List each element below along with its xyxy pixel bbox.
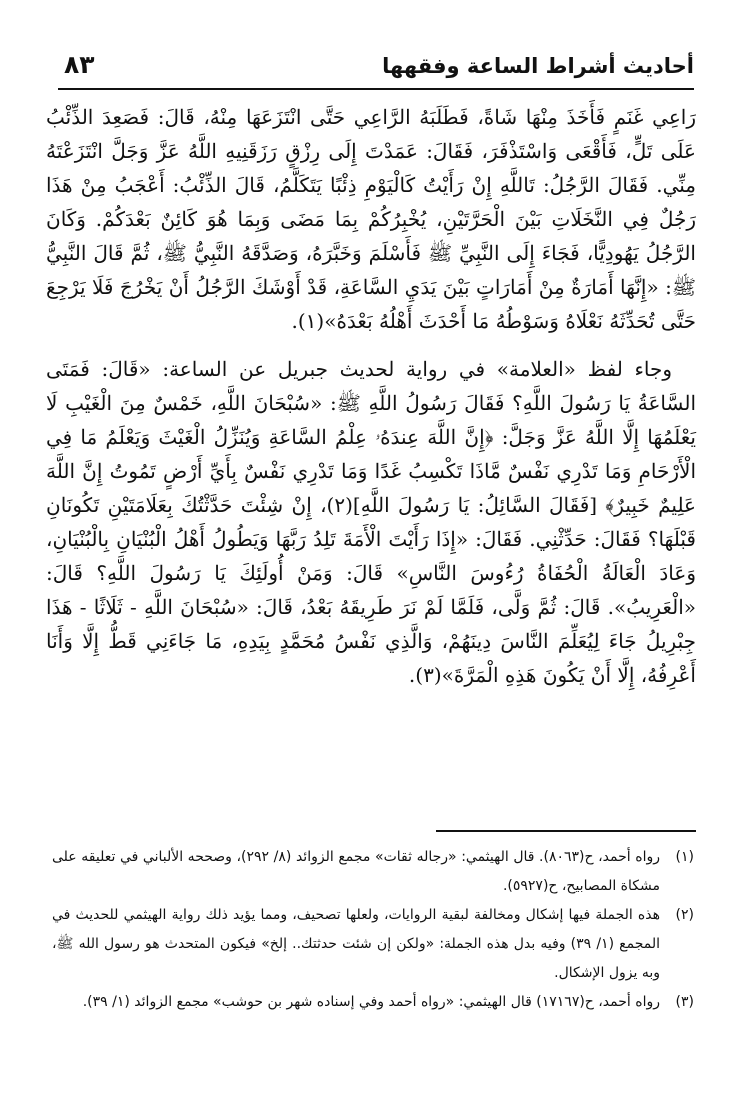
- page-header: [58, 48, 694, 90]
- main-text: [46, 100, 696, 692]
- footnote-number: (٢): [675, 907, 694, 923]
- footnote-separator: [436, 830, 696, 832]
- page-number: ٨٣: [64, 50, 95, 79]
- footnote-text: رواه أحمد، ح(٨٠٦٣). قال الهيثمي: «رجاله ثقات» مجمع الزوائد (٨/ ٢٩٢)، وصححه الألباني في تعليقه على مشكاة المصابيح، ح(٥٩٢٧).: [52, 849, 660, 894]
- footnote: [52, 901, 694, 988]
- footnote-text: رواه أحمد، ح(١٧١٦٧) قال الهيثمي: «رواه أحمد وفي إسناده شهر بن حوشب» مجمع الزوائد (١/ ٣٩).: [82, 994, 660, 1010]
- footnote-number: (٣): [675, 994, 694, 1010]
- paragraph: وجاء لفظ «العلامة» في رواية لحديث جبريل عن الساعة: «قَالَ: فَمَتَى السَّاعَةُ يَا رَسُولَ اللَّهِ؟ فَقَالَ رَسُولُ اللَّهِ ﷺ: «سُبْحَانَ اللَّهِ، خَمْسٌ مِنَ الْغَيْبِ لَا يَعْلَمُهَا إِلَّا اللَّهُ عَزَّ وَجَلَّ: ﴿إِنَّ اللَّهَ عِندَهُۥ عِلْمُ السَّاعَةِ وَيُنَزِّلُ الْغَيْثَ وَيَعْلَمُ مَا فِي الْأَرْحَامِ وَمَا تَدْرِي نَفْسٌ مَّاذَا تَكْسِبُ غَدًا وَمَا تَدْرِي نَفْسٌ بِأَيِّ أَرْضٍ تَمُوتُ إِنَّ اللَّهَ عَلِيمٌ خَبِيرٌ﴾ [فَقَالَ السَّائِلُ: يَا رَسُولَ اللَّهِ](٢)، إِنْ شِئْتَ حَدَّثْتُكَ بِعَلَامَتَيْنِ تَكُونَانِ قَبْلَهَا؟ فَقَالَ: حَدِّثْنِي. فَقَالَ: «إِذَا رَأَيْتَ الْأَمَةَ تَلِدُ رَبَّهَا وَيَطُولُ أَهْلُ الْبُنْيَانِ بِالْبُنْيَانِ، وَعَادَ الْعَالَةُ الْحُفَاةُ رُءُوسَ النَّاسِ» قَالَ: وَمَنْ أُولَئِكَ يَا رَسُولَ اللَّهِ؟ قَالَ: «الْعَرِيبُ». قَالَ: ثُمَّ وَلَّى، فَلَمَّا لَمْ نَرَ طَرِيقَهُ بَعْدُ، قَالَ: «سُبْحَانَ اللَّهِ - ثَلَاثًا - هَذَا جِبْرِيلُ جَاءَ لِيُعَلِّمَ النَّاسَ دِينَهُمْ، وَالَّذِي نَفْسُ مُحَمَّدٍ بِيَدِهِ، مَا جَاءَنِي قَطُّ إِلَّا وَأَنَا أَعْرِفُهُ، إِلَّا أَنْ يَكُونَ هَذِهِ الْمَرَّةَ»(٣).: [46, 357, 696, 687]
- footnote: [52, 843, 694, 901]
- footnote-text: هذه الجملة فيها إشكال ومخالفة لبقية الروايات، ولعلها تصحيف، ومما يؤيد ذلك رواية الهيثمي للحديث في المجمع (١/ ٣٩) وفيه بدل هذه الجملة: «ولكن إن شئت حدثتك.. إلخ» فيكون المتحدث هو رسول الله ﷺ، وبه يزول الإشكال.: [52, 907, 661, 981]
- running-title: أحاديث أشراط الساعة وفقهها: [382, 54, 694, 78]
- footnotes: [52, 843, 694, 1017]
- footnote: [52, 988, 694, 1017]
- footnote-number: (١): [675, 849, 694, 865]
- paragraph: رَاعِي غَنَمٍ فَأَخَذَ مِنْهَا شَاةً، فَطَلَبَهُ الرَّاعِي حَتَّى انْتَزَعَهَا مِنْهُ، قَالَ: فَصَعِدَ الذِّئْبُ عَلَى تَلٍّ، فَأَقْعَى وَاسْتَذْفَرَ، فَقَالَ: عَمَدْتَ إِلَى رِزْقٍ رَزَقَنِيهِ اللَّهُ عَزَّ وَجَلَّ انْتَزَعْتَهُ مِنِّي. فَقَالَ الرَّجُلُ: تَاللَّهِ إِنْ رَأَيْتُ كَالْيَوْمِ ذِئْبًا يَتَكَلَّمُ، قَالَ الذِّئْبُ: أَعْجَبُ مِنْ هَذَا رَجُلٌ فِي النَّخَلَاتِ بَيْنَ الْحَرَّتَيْنِ، يُخْبِرُكُمْ بِمَا مَضَى وَبِمَا هُوَ كَائِنٌ بَعْدَكُمْ. وَكَانَ الرَّجُلُ يَهُودِيًّا، فَجَاءَ إِلَى النَّبِيِّ ﷺ فَأَسْلَمَ وَخَبَّرَهُ، وَصَدَّقَهُ النَّبِيُّ ﷺ، ثُمَّ قَالَ النَّبِيُّ ﷺ: «إِنَّهَا أَمَارَةٌ مِنْ أَمَارَاتٍ بَيْنَ يَدَيِ السَّاعَةِ، قَدْ أَوْشَكَ الرَّجُلُ أَنْ يَخْرُجَ فَلَا يَرْجِعَ حَتَّى تُحَدِّثَهُ نَعْلَاهُ وَسَوْطُهُ مَا أَحْدَثَ أَهْلُهُ بَعْدَهُ»(١).: [46, 105, 696, 333]
